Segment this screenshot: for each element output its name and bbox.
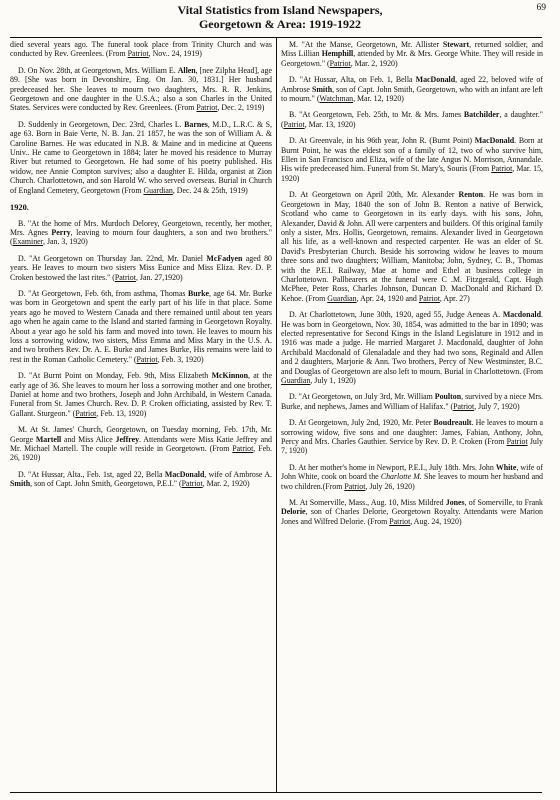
entry-r2: [281, 75, 543, 103]
bottom-rule: [10, 792, 542, 793]
entry-text: D. At Greenvale, in his 96th year, John R. (Burnt Point): [289, 136, 475, 146]
surname: Jones: [445, 498, 465, 508]
entry-r8: [281, 418, 543, 456]
entry-text: , Mar. 13, 1920): [304, 119, 356, 129]
newspaper-source: Patriot: [283, 119, 305, 129]
newspaper-source: Patriot: [329, 58, 351, 68]
entry-text: , Jan. 27,1920): [135, 272, 183, 282]
title-line-2: Georgetown & Area: 1919-1922: [198, 17, 362, 31]
entry-e7: [10, 371, 272, 418]
surname: Martell: [35, 434, 62, 444]
newspaper-source: Patriot: [389, 516, 411, 526]
entry-text: , son of Charles Delorie, Georgetown Royalty. Attendants were Marion Jones and Wilfred Delorie. (From: [281, 507, 543, 526]
entry-text: died several years ago. The funeral took place from Trinity Church and was conducted by Rev. Greenlees. (From: [10, 40, 272, 59]
entry-text: . Attendants were Miss Katie Jeffrey and Mr. Michael Martell. The couple will reside in Georgetown. (From: [10, 434, 272, 454]
entry-text: aged 80 years. He leaves to mourn two sisters Miss Eunice and Miss Eliza. Rev. D. P. Croken bestowed the last rites." (: [10, 253, 272, 282]
newspaper-source: Patriot: [114, 272, 136, 282]
entry-r4: [281, 136, 543, 183]
newspaper-source: Patriot: [196, 103, 218, 113]
entry-text: , Feb. 13, 1920): [96, 408, 147, 418]
entry-r3: [281, 110, 543, 129]
title-line-1: Vital Statistics from Island Newspapers,: [177, 3, 383, 17]
entry-r7: [281, 392, 543, 411]
entry-e6: [10, 289, 272, 364]
entry-e2: [10, 66, 272, 113]
newspaper-source: Examiner: [12, 237, 43, 247]
surname: McFadyen: [206, 253, 243, 263]
entry-text: D. "At Burnt Point on Monday, Feb. 9th, Miss Elizabeth: [18, 371, 212, 381]
page-number: 69: [536, 3, 546, 13]
left-column: [10, 40, 272, 790]
newspaper-source: Patriot: [232, 444, 254, 454]
column-divider: [276, 38, 277, 792]
surname: MacDonald: [474, 136, 515, 146]
surname: Perry: [51, 227, 71, 237]
entry-text: , July 7, 1920): [474, 401, 520, 411]
entry-text: D. At Georgetown, July 2nd, 1920, Mr. Peter: [289, 418, 434, 428]
entry-text: , leaving to mourn four daughters, a son and two brothers." (: [10, 227, 272, 247]
entry-text: , of Somerville, to Frank: [464, 498, 543, 508]
entry-text: B. "At the home of Mrs. Murdoch Delorey, Georgetown, recently, her mother, Mrs. Agnes: [10, 218, 272, 237]
entry-text: , Nov.. 24, 1919): [148, 49, 202, 59]
entry-text: , attended by Mr. & Mrs. George White. They will reside in Georgetown." (: [281, 49, 543, 68]
surname: McKinnon: [211, 371, 248, 381]
page-title: [0, 3, 560, 31]
entry-text: . He was born in Georgetown in May, 1840 the son of John B. Renton a native of Berwick, Scotland who came to Georgetown in its early days. with his sons, John, Alexander, David & John. All were carpenters and builders. Of this original family only a sister, Mrs. Hollis, Georgetown, remains. Alexander lived in Georgetown all his life, as a well-known and respected carpenter. He was an elder of St. David's Presbyterian Church. Beside his sorrowing widow he leaves to mourn three sons and two daughters; William, Manitoba; John, Sydney, C. B., Thomas with the P.E.I. Railway, Mae at home and Ethel at business college in Charlottetown. Pallbearers at the funeral were C .M. Fitzgerald, Capt. Hugh McPhee, Peter Ross, Charles Johnson, Duncan D. MacDonald and Richard D. Kehoe. (From: [281, 190, 543, 303]
entry-text: , Mar. 2, 1920): [350, 58, 398, 68]
entry-text: M. At St. James' Church, Georgetown, on Tuesday morning, Feb. 17th, Mr. George: [10, 425, 272, 444]
entry-e9: [10, 470, 272, 489]
newspaper-source: Patriot: [418, 293, 440, 303]
surname: Poulton: [434, 392, 462, 402]
entry-text: M. "At the Manse, Georgetown, Mr. Allister: [289, 40, 443, 49]
entry-text: , July 26, 1920): [365, 481, 415, 491]
ship-name: Charlotte M.: [380, 472, 422, 482]
entry-text: D. At her mother's home in Newport, P.E.I., July 18th. Mrs. John: [289, 462, 496, 472]
newspaper-source: Patriot: [181, 479, 203, 489]
entry-e4: [10, 219, 272, 247]
surname: Burke: [187, 288, 209, 298]
surname: Renton: [458, 190, 484, 200]
surname: MacDonald: [415, 75, 456, 85]
newspaper-source: Watchman: [319, 94, 354, 104]
entry-text: D. "At Hussar, Alta, on Feb. 1, Bella: [289, 75, 416, 85]
entry-text: D. "At Georgetown, Feb. 6th, from asthma, Thomas: [18, 288, 188, 298]
entry-text: , Apr. 27): [439, 293, 470, 303]
surname: Macdonald: [502, 310, 542, 320]
entry-text: D. On Nov. 28th, at Georgetown, Mrs. William E.: [18, 65, 178, 75]
newspaper-source: Patriot: [75, 408, 97, 418]
year-heading: 1920.: [10, 203, 29, 213]
entry-text: D. Suddenly in Georgetown, Dec. 23rd, Charles L.: [18, 119, 185, 129]
entry-text: , son of Capt. John Smith, Georgetown, who with an infant are left to mourn." (: [281, 84, 543, 104]
entry-text: and Miss Alice: [61, 434, 116, 444]
entry-text: , Dec. 2, 1919): [217, 103, 265, 113]
entry-e3: [10, 120, 272, 195]
entry-r10: [281, 498, 543, 526]
newspaper-source: Patriot: [506, 437, 528, 447]
surname: Boudreault: [433, 418, 472, 428]
entry-text: , [nee Zilpha Head], age 89. [She was born in Devonshire, Eng. On Jan. 30, 1831.] Her husband predeceased her. She leaves to mourn two daughters, Mrs. R. R. Jenkins, Georgetown and one daughter in the U.S.A.; also a son Charles in the United States. Services were conducted by Rev. Greenlees. (From: [10, 65, 272, 113]
entry-text: , M.D., L.R.C. & S, age 63. Born in Baie Verte, N. B. Jan. 21 1857, he was the son of William A. & Caroline Barnes. He was educated in N.B. & Maine and in medicine at Queens Univ.. He came to Georgetown in 1884; later he moved his residence to Murray River but returned to Georgetown. He had some of his poetry published. His widow, nee Annie Compton survives; also a daughter E. Hilda, organist at Zion Church. Charlottetown, and son Harold W. who served overseas. Burial in Church of England Cemetery, Georgetown (From: [10, 119, 272, 195]
entry-text: , aged 22, beloved wife of Ambrose: [281, 75, 543, 94]
newspaper-source: Guardian: [327, 293, 357, 303]
newspaper-source: Patriot: [491, 164, 513, 174]
entry-text: , Mar. 2, 1920): [202, 479, 250, 489]
entry-text: , wife of John White, cook on board the: [281, 462, 543, 482]
surname: Jeffrey: [115, 434, 140, 444]
surname: Stewart: [442, 40, 470, 49]
entry-text: D. "At Hussar, Alta., Feb. 1st, aged 22, Bella: [18, 469, 165, 479]
newspaper-source: Guardian: [281, 376, 311, 385]
entry-r1: [281, 40, 543, 68]
right-column: [281, 40, 543, 790]
newspaper-source: Patriot: [453, 401, 475, 411]
entry-text: July 7, 1920): [281, 437, 543, 456]
entry-text: D. "At Georgetown, on July 3rd, Mr. William: [289, 392, 435, 402]
surname: Hemphill: [321, 49, 354, 59]
newspaper-source: Patriot: [136, 354, 158, 364]
entry-text: D. "At Georgetown on Thursday Jan. 22nd, Mr. Daniel: [18, 253, 207, 263]
entry-r5: [281, 190, 543, 303]
surname: Smith: [311, 84, 333, 94]
entry-e1: [10, 40, 272, 59]
surname: Barnes: [184, 119, 208, 129]
entry-text: , July 1, 1920): [310, 376, 356, 385]
entry-text: , Mar. 15, 1920): [281, 164, 543, 183]
entry-text: , at the early age of 36. She leaves to mourn her loss a sorrowing mother and one brother, Daniel at home and two brothers, Joseph and John Archibald, in Western Canada. Funeral from St. James Church. Rev. D. P. Croken officiating, assisted by Rev. T. Gallant. Sturgeon." (: [10, 371, 272, 418]
entry-text: , wife of Ambrose A.: [204, 469, 272, 479]
newspaper-source: Patriot: [344, 481, 366, 491]
entry-text: . He was born in Georgetown, Nov. 30, 1854, was admitted to the bar in 1890; was elected representative for Second Kings in the Island Legislature in 1912 and in 1916 was made a judge. He married Margaret J. Macdonald, daughter of John Archibald Macdonald of Glenaladale and they had two sons, Reginald and Allen and 2 daughters, Marjorie & Ann. Two brothers, Percy of New Westminster, B.C. and Douglas of Georgetown are also left to mourn. Burial in Charlottetown. (From: [281, 310, 543, 376]
entry-text: She leaves to mourn her husband and two children.(From: [281, 472, 543, 491]
entry-text: . He leaves to mourn a sorrowing widow, five sons and one daughter: James, Fabian, Anthony, John, Percy and Mrs. Charles Gauthier. Service by Rev. D. P. Croken (From: [281, 418, 543, 447]
newspaper-source: Guardian: [143, 185, 173, 195]
entry-text: . Born at Burnt Point, he was the eldest son of a family of 12, two of who survive him, Ellen in San Francisco and Eliza, wife of the late Angus N. Morrison, Annandale. His wife predeceased him. Funeral from St. Mary's, Souris (From: [281, 136, 543, 174]
entry-text: , Mar. 12, 1920): [353, 94, 404, 104]
entry-text: , age 64. Mr. Burke was born in Georgetown and spent the early part of his life in that place. Some years ago he moved to Western Canada and there remained until about ten years ago when he again came to the Island and started farming in Georgetown Royalty. About a year ago he sold his farm and moved into town. He leaves to mourn his loss a sorrowing widow, two sisters, Miss Emma and Miss Mary in the U.S. A. and two brothers Rev. Dr. A. E. Burke and James Burke, His remains were laid to rest in the Roman Catholic Cemetery." (: [10, 288, 272, 364]
entry-text: , Jan. 3, 1920): [43, 237, 88, 247]
entry-text: , returned soldier, and Miss Lillian: [281, 40, 543, 59]
entry-text: B. "At Georgetown, Feb. 25th, to Mr. & Mrs. James: [289, 110, 464, 120]
surname: MacDonald: [164, 469, 205, 479]
entry-e5: [10, 254, 272, 282]
entry-text: M. At Somerville, Mass., Aug. 10, Miss Mildred: [289, 498, 446, 508]
entry-e8: [10, 425, 272, 463]
entry-text: , Dec. 24 & 25th, 1919): [172, 185, 248, 195]
entry-text: , survived by a niece Mrs. Burke, and nephews, James and William of Halifax." (: [281, 392, 543, 411]
entry-r9: [281, 463, 543, 491]
newspaper-source: Patriot: [127, 49, 149, 59]
entry-text: D. At Charlottetown, June 30th, 1920, aged 55, Judge Aeneas A.: [289, 310, 503, 320]
surname: Delorie: [281, 507, 306, 517]
surname: White: [495, 462, 517, 472]
entry-text: , Aug. 24, 1920): [410, 516, 462, 526]
entry-text: , Feb. 3, 1920): [157, 354, 204, 364]
surname: Smith: [10, 479, 31, 489]
entry-text: , a daughter." (: [281, 110, 543, 129]
entry-text: , Apr. 24, 1920 and: [356, 293, 419, 303]
entry-text: , son of Capt. John Smith, Georgetown, P.E.I." (: [30, 479, 182, 489]
entry-text: , Feb. 26, 1920): [10, 444, 272, 463]
surname: Allen: [177, 65, 196, 75]
surname: Batchilder: [463, 110, 500, 120]
entry-r6: [281, 310, 543, 385]
entry-text: D. At Georgetown on April 20th, Mr. Alexander: [289, 190, 459, 200]
